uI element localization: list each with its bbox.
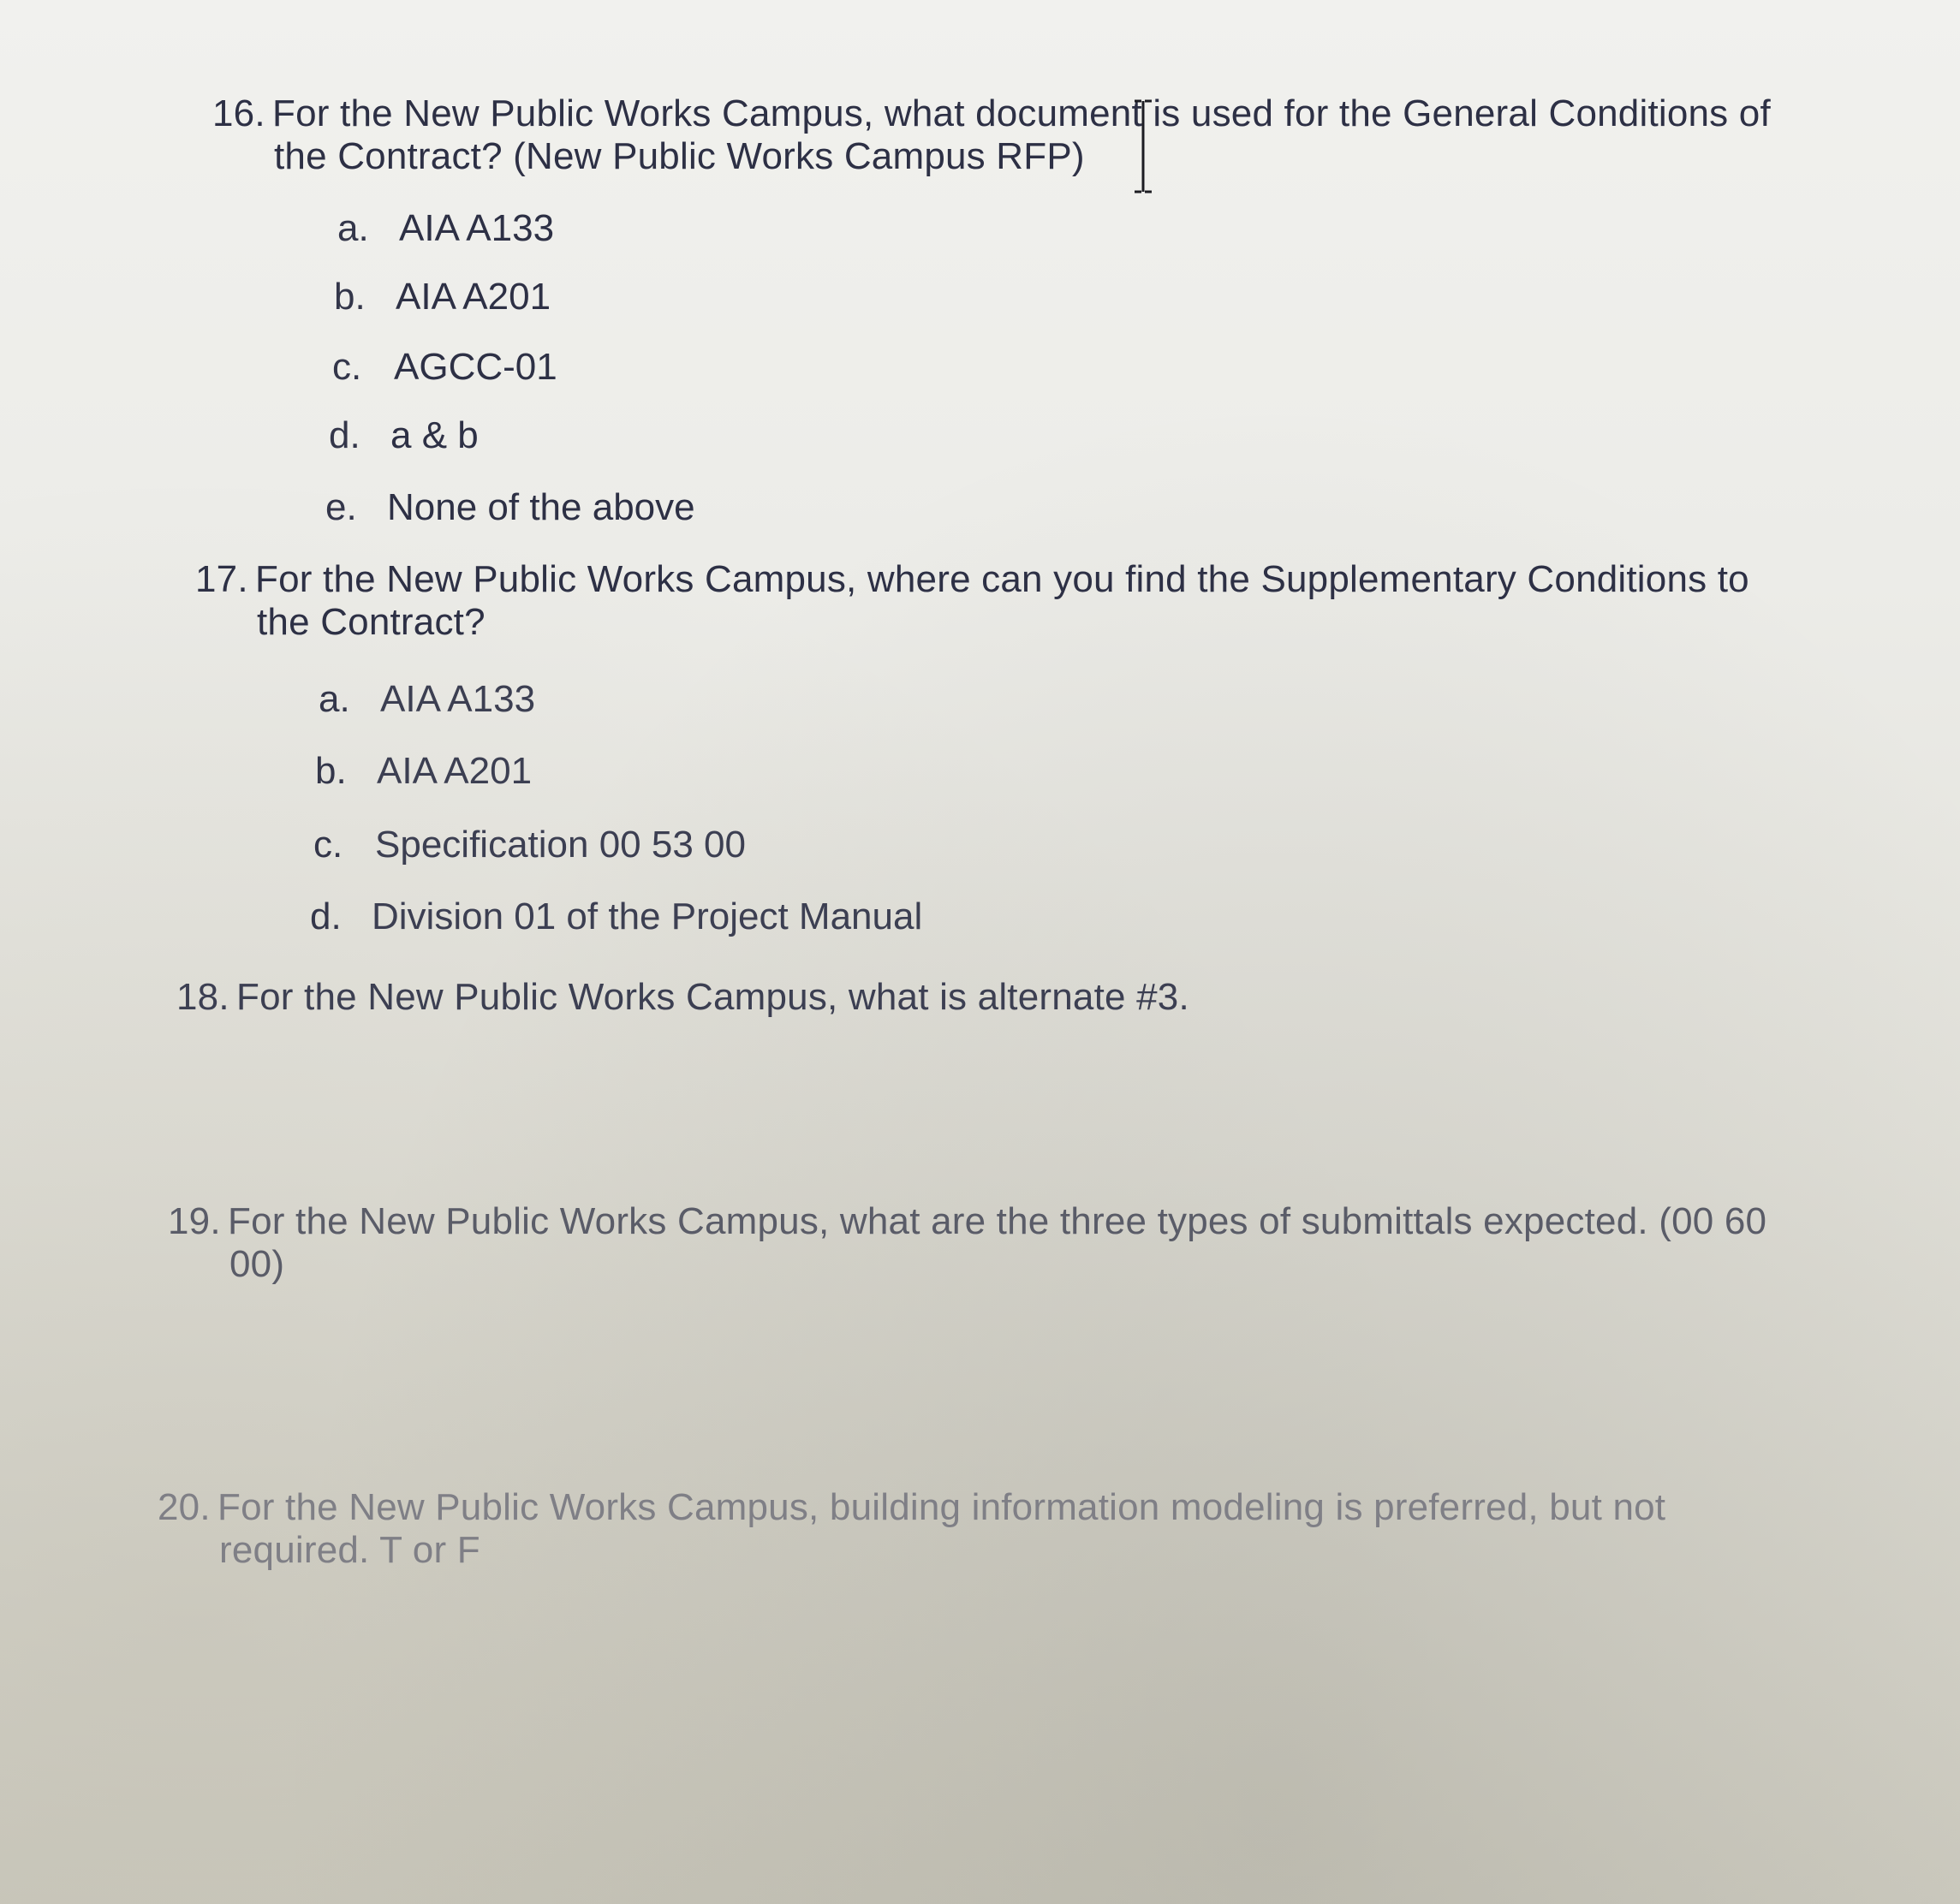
option-letter: c. (313, 824, 343, 866)
option-letter: d. (329, 414, 360, 456)
option-text: AIA A201 (377, 750, 533, 792)
option-letter: e. (325, 486, 357, 528)
option-letter: b. (334, 276, 366, 318)
option-text: AIA A201 (396, 276, 551, 318)
question-text-continued: the Contract? (257, 601, 486, 643)
question-text: For the New Public Works Campus, building information modeling is preferred, but not (217, 1486, 1666, 1528)
question-number: 19. (168, 1200, 221, 1242)
question-20 (158, 1486, 1819, 1572)
question-number: 16. (212, 92, 265, 134)
question-17 (195, 558, 1839, 644)
option-17-b[interactable] (315, 750, 532, 793)
question-number: 20. (158, 1486, 211, 1528)
option-17-d[interactable] (310, 895, 922, 938)
question-text: For the New Public Works Campus, what is alternate #3. (236, 976, 1189, 1018)
option-17-c[interactable] (313, 824, 746, 866)
option-letter: d. (310, 895, 342, 937)
option-letter: c. (332, 346, 362, 388)
question-text-continued: 00) (229, 1243, 285, 1285)
question-19 (168, 1200, 1889, 1286)
option-letter: a. (337, 207, 369, 249)
option-16-a[interactable] (337, 207, 554, 250)
option-16-e[interactable] (325, 486, 695, 529)
option-16-d[interactable] (329, 414, 479, 457)
question-16 (212, 92, 1839, 178)
option-letter: b. (315, 750, 347, 792)
question-18 (176, 976, 1803, 1019)
option-text: Specification 00 53 00 (375, 824, 746, 866)
option-16-b[interactable] (334, 276, 551, 318)
question-text: For the New Public Works Campus, what document is used for the General Conditions of (272, 92, 1771, 134)
option-text: a & b (390, 414, 479, 456)
option-letter: a. (319, 678, 350, 720)
text-cursor-icon (1132, 99, 1154, 193)
question-text: For the New Public Works Campus, where can you find the Supplementary Conditions to (255, 558, 1749, 600)
option-text: AIA A133 (399, 207, 555, 249)
option-17-a[interactable] (319, 678, 535, 721)
option-16-c[interactable] (332, 346, 557, 389)
option-text: AIA A133 (380, 678, 536, 720)
question-number: 17. (195, 558, 248, 600)
question-text: For the New Public Works Campus, what are the three types of submittals expected. (00 60 (228, 1200, 1767, 1242)
question-number: 18. (176, 976, 229, 1018)
option-text: Division 01 of the Project Manual (372, 895, 923, 937)
question-text-continued: required. T or F (219, 1529, 480, 1571)
option-text: AGCC-01 (394, 346, 557, 388)
question-text-continued: the Contract? (New Public Works Campus RFP) (274, 135, 1085, 177)
option-text: None of the above (387, 486, 695, 528)
